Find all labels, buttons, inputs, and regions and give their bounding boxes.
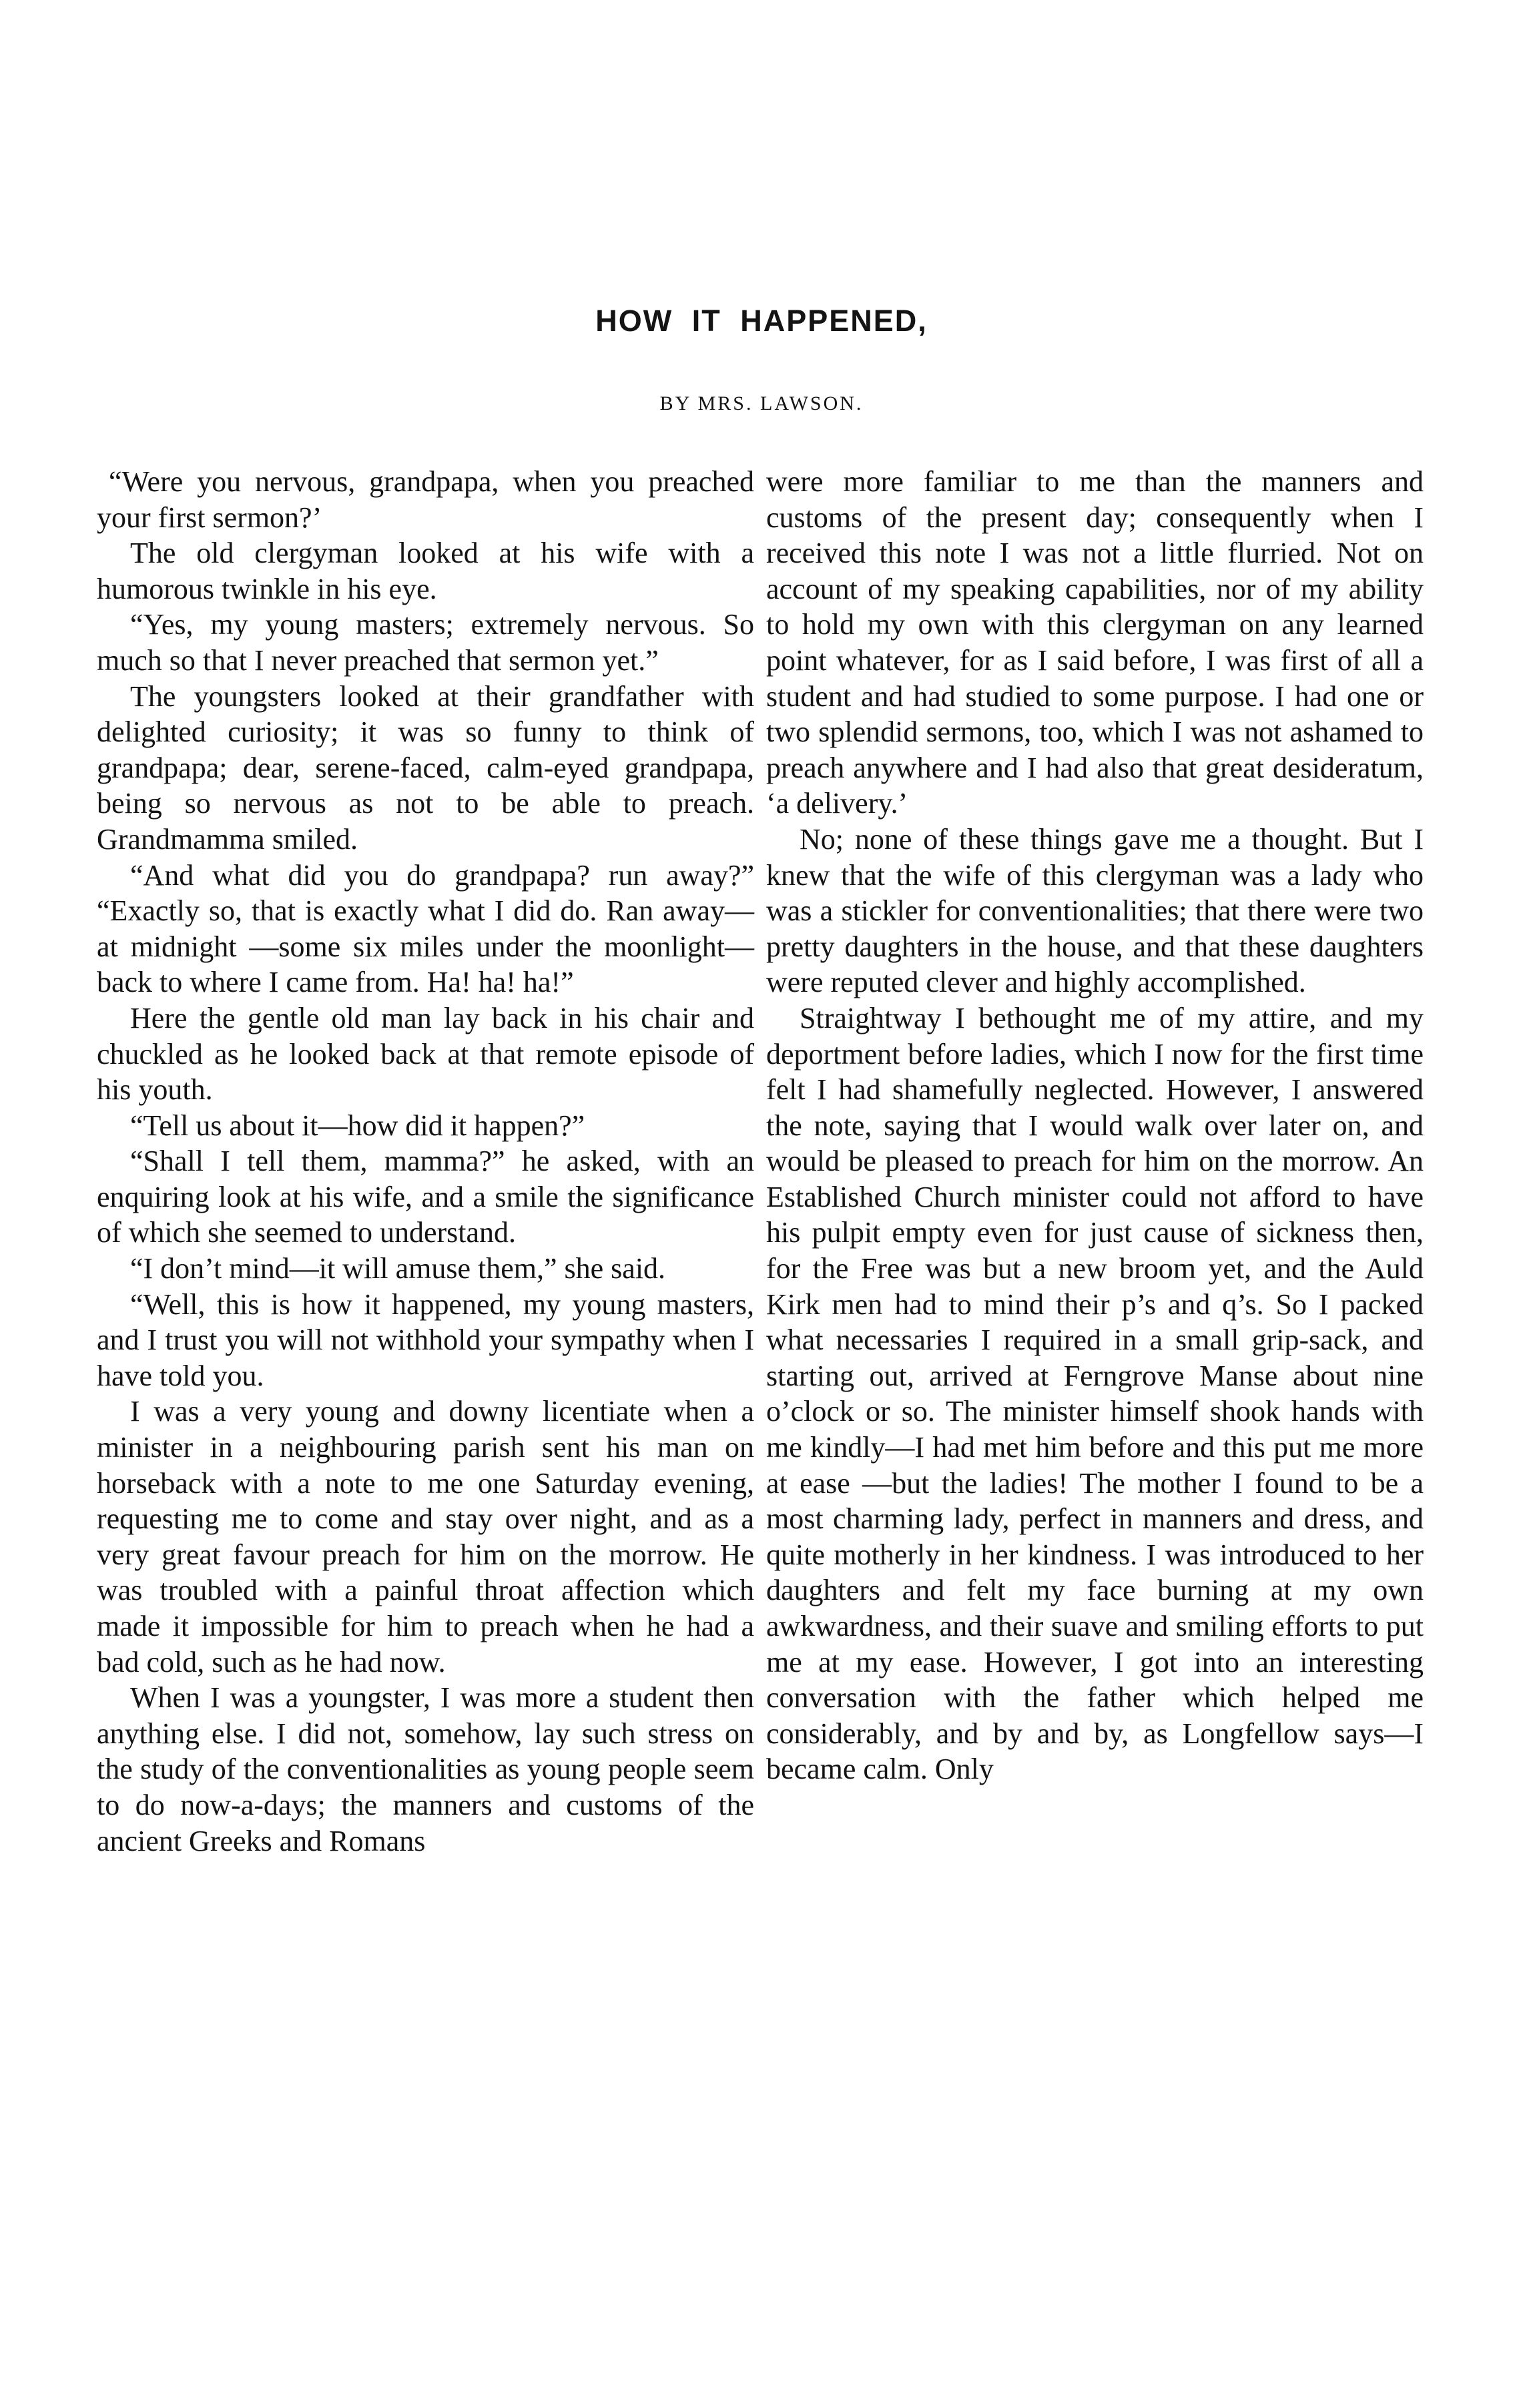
paragraph: I was a very young and downy licentiate when a minister in a neighbouring parish sent his man on horseback with a note to me one Saturday evening, requesting me to come and stay over night, and as a very great favour preach for him on the morrow. He was troubled with a painful throat affection which made it impossible for him to preach when he had a bad cold, such as he had now. bbox=[97, 1395, 754, 1679]
paragraph: When I was a youngster, I was more a student then anything else. I did not, somehow, lay such stress on the study of the conventionalities as young people seem to do now-a-days; the manners and customs of the ancient Greeks and Romans bbox=[97, 1681, 754, 1857]
article-title: HOW IT HAPPENED, bbox=[595, 304, 928, 338]
paragraph: “Well, this is how it happened, my young masters, and I trust you will not withhold your sympathy when I have told you. bbox=[97, 1287, 754, 1392]
paragraph: “Shall I tell them, mamma?” he asked, with an enquiring look at his wife, and a smile the significance of which she seemed to understand. bbox=[97, 1145, 754, 1249]
paragraph: The youngsters looked at their grandfather with delighted curiosity; it was so funny to think of grandpapa; dear, serene-faced, calm-eyed grandpapa, being so nervous as not to be able to preach. Grandmamma smiled. bbox=[97, 679, 754, 856]
right-column bbox=[766, 464, 1424, 1787]
left-column bbox=[97, 464, 754, 1859]
paragraph: “I don’t mind—it will amuse them,” she said. bbox=[130, 1252, 666, 1285]
paragraph: No; none of these things gave me a thought. But I knew that the wife of this clergyman was a lady who was a stickler for conventionalities; that there were two pretty daughters in the house, and that these daughters were reputed clever and highly accomplished. bbox=[766, 822, 1424, 999]
paragraph: “Were you nervous, grandpapa, when you preached your first sermon?’ bbox=[97, 465, 754, 534]
article-byline: BY MRS. LAWSON. bbox=[659, 392, 864, 414]
paragraph: “Yes, my young masters; extremely nervous. So much so that I never preached that sermon yet.” bbox=[97, 608, 754, 677]
paragraph: Straightway I bethought me of my attire, and my deportment before ladies, which I now for the first time felt I had shamefully neglected. However, I answered the note, saying that I would walk over later on, and would be pleased to preach for him on the morrow. An Established Church minister could not afford to have his pulpit empty even for just cause of sickness then, for the Free was but a new broom yet, and the Auld Kirk men had to mind their p’s and q’s. So I packed what necessaries I required in a small grip-sack, and starting out, arrived at Ferngrove Manse about nine o’clock or so. The minister himself shook hands with me kindly—I had met him before and this put me more at ease —but the ladies! The mother I found to be a most charming lady, perfect in manners and dress, and quite motherly in her kindness. I was introduced to her daughters and felt my face burning at my own awkwardness, and their suave and smiling efforts to put me at my ease. However, I got into an interesting conversation with the father which helped me considerably, and by and by, as Longfellow says—I became calm. Only bbox=[766, 1001, 1424, 1786]
paragraph: “And what did you do grandpapa? run away?” “Exactly so, that is exactly what I did do. Ran away—at midnight —some six miles under the moonlight—back to where I came from. Ha! ha! ha!” bbox=[97, 858, 754, 999]
paragraph: Here the gentle old man lay back in his chair and chuckled as he looked back at that remote episode of his youth. bbox=[97, 1001, 754, 1107]
paragraph: “Tell us about it—how did it happen?” bbox=[130, 1109, 585, 1142]
paragraph: The old clergyman looked at his wife with a humorous twinkle in his eye. bbox=[97, 537, 754, 605]
paragraph: were more familiar to me than the manners and customs of the present day; consequently when I received this note I was not a little flurried. Not on account of my speaking capabilities, nor of my ability to hold my own with this clergyman on any learned point whatever, for as I said before, I was first of all a student and had studied to some purpose. I had one or two splendid sermons, too, which I was not ashamed to preach anywhere and I had also that great desideratum, ‘a delivery.’ bbox=[766, 465, 1424, 820]
